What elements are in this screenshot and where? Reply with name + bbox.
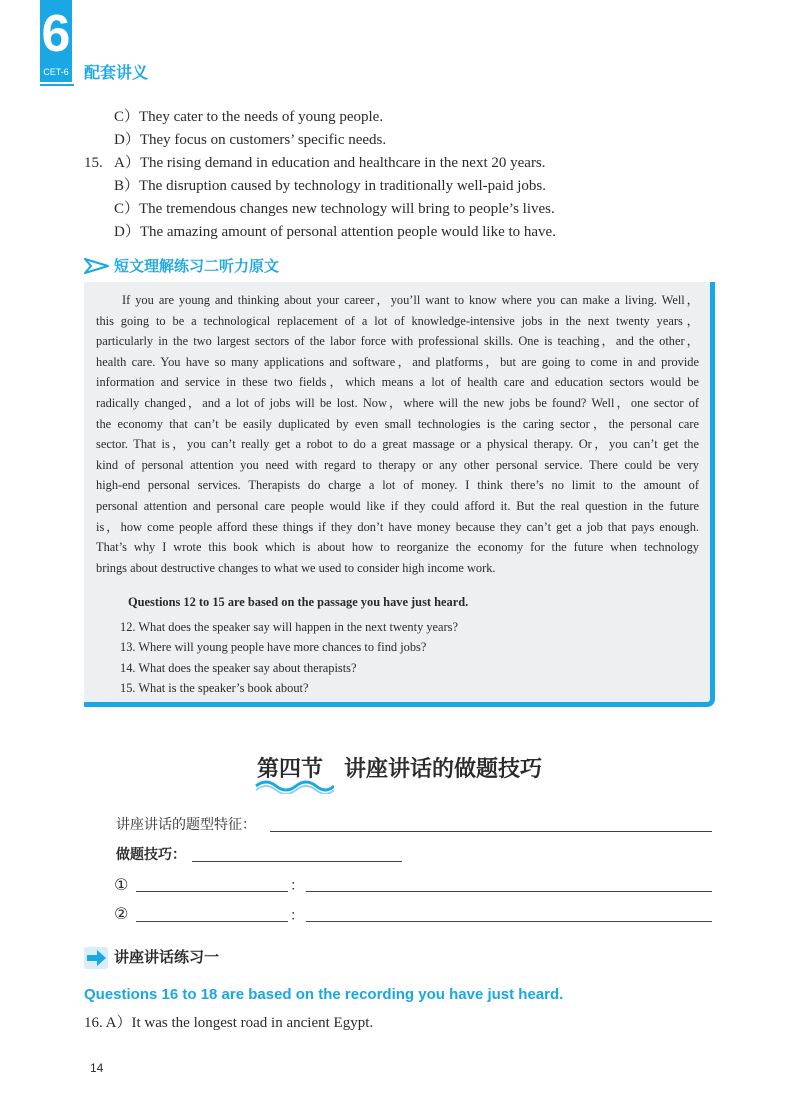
answer-blank[interactable] <box>192 861 402 862</box>
section-label: 第四节 <box>257 756 324 782</box>
answer-blank[interactable] <box>136 921 288 922</box>
transcript-line: particularly in the two largest sectors of the labor force with professional skills. One is teaching，and the other， <box>96 334 699 349</box>
chapter-sub-label: CET-6 <box>43 67 69 77</box>
answer-blank[interactable] <box>306 891 712 892</box>
answer-blank[interactable] <box>306 921 712 922</box>
transcript-line: this going to be a technological replacement of a lot of knowledge-intensive jobs in the next twenty years， <box>96 313 699 328</box>
section-title: 短文理解练习二听力原文 <box>114 257 280 275</box>
questions-heading: Questions 12 to 15 are based on the passage you have just heard. <box>128 595 469 609</box>
option-line: C）The tremendous changes new technology will bring to people’s lives. <box>114 201 555 217</box>
header-underline <box>40 84 74 86</box>
colon: ： <box>290 908 304 924</box>
colon: ： <box>290 878 304 894</box>
wave-decoration <box>254 778 334 794</box>
transcript-line: kind of personal attention you need with regard to therapy or any other personal service. There could be very <box>96 457 699 472</box>
option-line: C）They cater to the needs of young people. <box>114 109 384 125</box>
transcript-line: information and service in these two fields，which means a lot of health care and education sectors would be <box>96 375 699 390</box>
feature-label: 讲座讲话的题型特征： <box>116 817 256 833</box>
practice-title: 讲座讲话练习一 <box>114 948 220 966</box>
transcript-line: the economy that can’t be easily duplicated by even small technologies is the caring sector，the personal care <box>96 416 699 431</box>
option-line: D）They focus on customers’ specific needs. <box>114 132 387 148</box>
question-item: 13. Where will young people have more chances to find jobs? <box>120 640 427 654</box>
arrow-right-icon <box>84 947 108 969</box>
transcript-line: personal attention and personal care people would like if they could afford it. But the real question in the future <box>96 499 699 513</box>
question-number: 15. <box>84 155 103 171</box>
transcript-line: radically changed，and a lot of jobs will be lost. Now，where will the new jobs be found? Well，one sector of <box>96 396 699 410</box>
skills-label: 做题技巧： <box>116 847 186 863</box>
arrow-icon <box>84 258 110 274</box>
transcript-line: sector. That is，you can’t really get a robot to do a great massage or a physical therapy. Or，you can’t get the <box>96 437 699 452</box>
option-line: B）The disruption caused by technology in traditionally well-paid jobs. <box>114 178 547 194</box>
option-line: D）The amazing amount of personal attention people would like to have. <box>114 224 556 240</box>
transcript-line: If you are young and thinking about your career，you’ll want to know where you can make a living. Well， <box>122 293 699 307</box>
transcript-line: is，how come people afford these things if they don’t have money because they can’t get a job that pays enough. <box>96 519 699 534</box>
transcript-line: That’s why I wrote this book which is about how to reorganize the economy for the future when technology <box>96 540 699 555</box>
practice-heading: Questions 16 to 18 are based on the recording you have just heard. <box>84 986 564 1003</box>
transcript-line: brings about destructive changes to what we used to consider high income work. <box>96 560 496 575</box>
option-line: 16. A）It was the longest road in ancient Egypt. <box>84 1015 374 1031</box>
header-title: 配套讲义 <box>84 63 149 82</box>
answer-blank[interactable] <box>136 891 288 892</box>
chapter-number: 6 <box>41 5 71 63</box>
transcript-line: high-end personal services. Therapists do charge a lot of money. I think there’s no limit to the amount of <box>96 478 699 493</box>
question-item: 15. What is the speaker’s book about? <box>120 681 309 695</box>
answer-blank[interactable] <box>270 831 712 832</box>
question-item: 14. What does the speaker say about therapists? <box>120 661 357 675</box>
question-item: 12. What does the speaker say will happen in the next twenty years? <box>120 620 459 634</box>
section-title-main: 讲座讲话的做题技巧 <box>344 756 543 782</box>
item-marker: ② <box>114 904 129 923</box>
transcript-line: health care. You have so many applications and software，and platforms，but are going to come in and provide <box>96 354 699 369</box>
item-marker: ① <box>114 875 129 894</box>
option-line: A）The rising demand in education and healthcare in the next 20 years. <box>114 155 546 171</box>
page-number: 14 <box>90 1061 104 1075</box>
